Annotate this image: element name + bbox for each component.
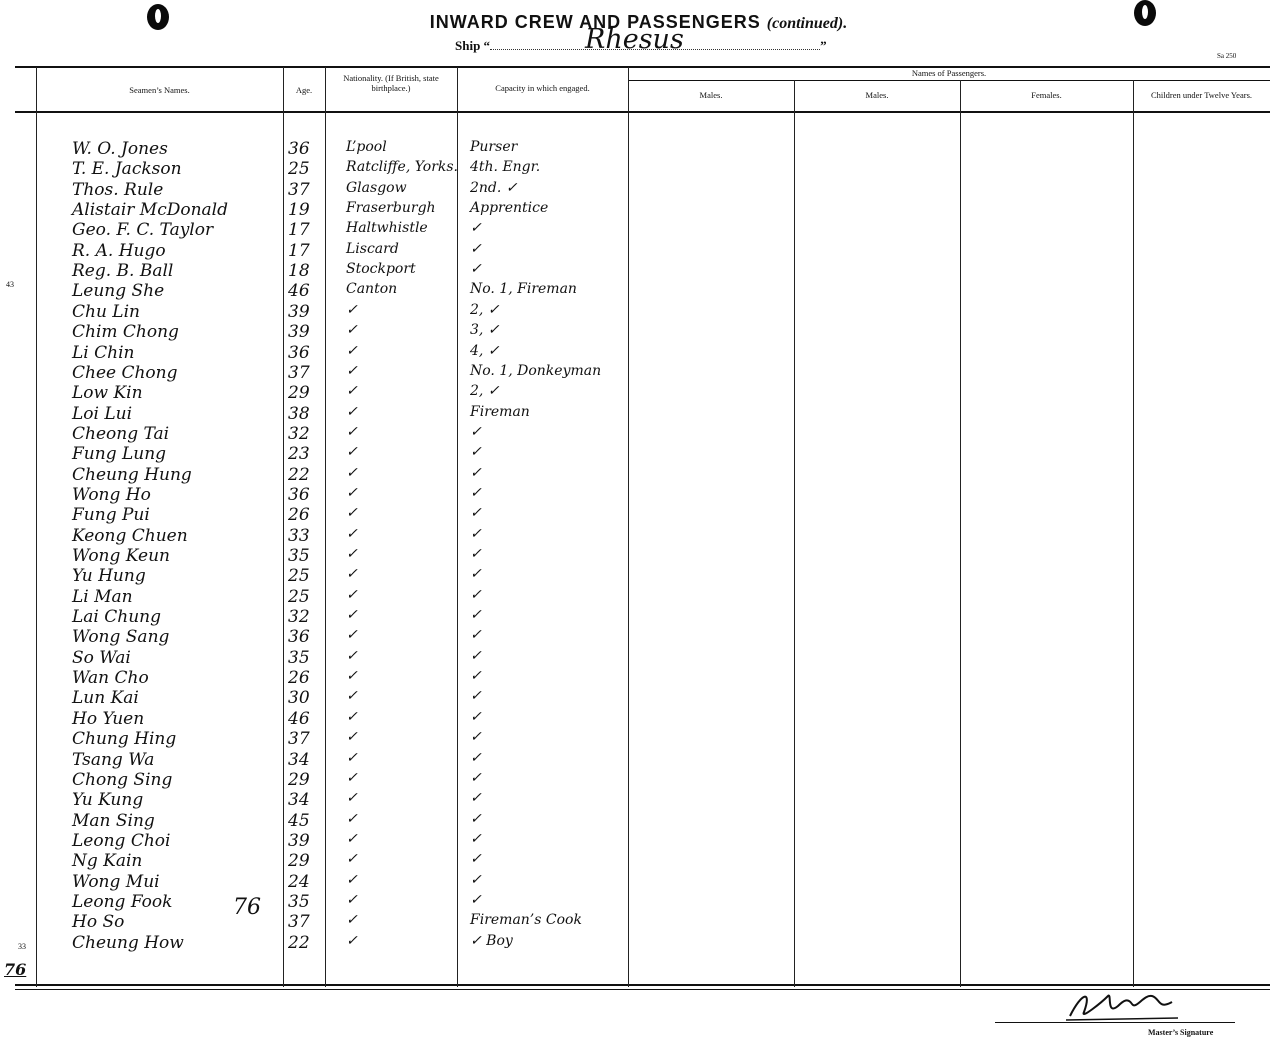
seaman-age: 30 bbox=[288, 688, 310, 709]
seaman-nationality: ✓ bbox=[346, 647, 358, 664]
seaman-capacity: ✓ bbox=[470, 546, 482, 562]
signature-label: Master’s Signature bbox=[1148, 1028, 1214, 1037]
seaman-nationality: ✓ bbox=[346, 851, 358, 868]
seaman-age: 36 bbox=[288, 342, 310, 363]
seaman-age: 39 bbox=[288, 322, 310, 343]
seaman-nationality: ✓ bbox=[346, 342, 358, 359]
seaman-nationality: ✓ bbox=[346, 484, 358, 501]
crew-total: 76 bbox=[4, 960, 27, 979]
seaman-nationality: ✓ bbox=[346, 525, 358, 542]
seaman-name: Lun Kai bbox=[72, 688, 139, 709]
seaman-nationality: ✓ bbox=[346, 708, 358, 725]
seaman-name: Low Kin bbox=[72, 383, 143, 404]
seaman-age: 46 bbox=[288, 281, 310, 302]
table-row bbox=[0, 139, 1277, 159]
seaman-capacity: Purser bbox=[470, 139, 518, 155]
seaman-name: So Wai bbox=[72, 647, 131, 668]
seaman-capacity: No. 1, Fireman bbox=[470, 281, 577, 298]
seaman-capacity: 4, ✓ bbox=[470, 342, 500, 359]
table-row bbox=[0, 831, 1277, 851]
seaman-age: 36 bbox=[288, 484, 310, 505]
table-row bbox=[0, 811, 1277, 831]
table-row bbox=[0, 465, 1277, 485]
seaman-age: 19 bbox=[288, 200, 310, 221]
seaman-nationality: ✓ bbox=[346, 627, 358, 644]
seaman-age: 46 bbox=[288, 708, 310, 729]
seaman-name: Lai Chung bbox=[72, 607, 162, 628]
table-row bbox=[0, 363, 1277, 383]
form-number: Sa 250 bbox=[1217, 52, 1237, 60]
title-suffix: (continued). bbox=[766, 15, 848, 32]
header-males-2: Males. bbox=[865, 90, 889, 100]
seaman-age: 37 bbox=[288, 729, 310, 750]
seaman-age: 36 bbox=[288, 139, 310, 159]
seaman-age: 29 bbox=[288, 383, 310, 404]
ship-close-quote: ” bbox=[820, 38, 827, 53]
table-row bbox=[0, 770, 1277, 790]
seaman-capacity: ✓ bbox=[470, 627, 482, 644]
table-row bbox=[0, 281, 1277, 301]
seaman-nationality: Haltwhistle bbox=[346, 220, 428, 237]
seaman-capacity: ✓ bbox=[470, 444, 482, 461]
seaman-nationality: ✓ bbox=[346, 566, 358, 583]
seaman-name: Chim Chong bbox=[72, 322, 179, 343]
seaman-nationality: Liscard bbox=[346, 240, 399, 257]
margin-note: 43 bbox=[6, 280, 14, 289]
seaman-age: 37 bbox=[288, 179, 310, 200]
table-row bbox=[0, 159, 1277, 179]
table-row bbox=[0, 790, 1277, 810]
seaman-name: Thos. Rule bbox=[72, 179, 164, 200]
table-row bbox=[0, 505, 1277, 525]
seaman-capacity: 3, ✓ bbox=[470, 322, 500, 339]
title-text: INWARD CREW AND PASSENGERS bbox=[429, 12, 761, 32]
ship-name: Rhesus bbox=[585, 24, 684, 55]
seaman-capacity: No. 1, Donkeyman bbox=[470, 362, 602, 379]
seaman-age: 39 bbox=[288, 830, 310, 851]
seaman-nationality: ✓ bbox=[346, 546, 358, 562]
seaman-age: 39 bbox=[288, 301, 310, 322]
seaman-capacity: 2nd. ✓ bbox=[470, 179, 518, 196]
seaman-age: 17 bbox=[288, 220, 310, 241]
table-row bbox=[0, 343, 1277, 363]
table-row bbox=[0, 892, 1277, 912]
seaman-capacity: ✓ bbox=[470, 566, 482, 583]
seaman-capacity: ✓ bbox=[470, 830, 482, 847]
seaman-age: 35 bbox=[288, 891, 310, 912]
table-row bbox=[0, 627, 1277, 647]
seaman-name: Keong Chuen bbox=[72, 525, 188, 546]
seaman-nationality: Canton bbox=[346, 281, 398, 298]
table-row bbox=[0, 322, 1277, 342]
seaman-capacity: Fireman’s Cook bbox=[470, 912, 582, 929]
seaman-nationality: Glasgow bbox=[346, 179, 407, 196]
seaman-capacity: ✓ bbox=[470, 464, 482, 481]
seaman-capacity: 2, ✓ bbox=[470, 383, 500, 400]
seaman-capacity: ✓ bbox=[470, 647, 482, 664]
seaman-age: 35 bbox=[288, 546, 310, 566]
table-row bbox=[0, 587, 1277, 607]
seaman-age: 36 bbox=[288, 627, 310, 648]
seaman-nationality: ✓ bbox=[346, 322, 358, 339]
seaman-capacity: Apprentice bbox=[470, 200, 549, 217]
seaman-nationality: Ratcliffe, Yorks. bbox=[346, 159, 458, 176]
seaman-capacity: ✓ bbox=[470, 769, 482, 786]
header-age: Age. bbox=[295, 85, 313, 95]
seaman-nationality: ✓ bbox=[346, 790, 358, 807]
seaman-name: Wong Keun bbox=[72, 546, 170, 566]
seaman-capacity: ✓ bbox=[470, 607, 482, 624]
table-row bbox=[0, 241, 1277, 261]
table-row bbox=[0, 200, 1277, 220]
seaman-age: 37 bbox=[288, 362, 310, 383]
table-row bbox=[0, 302, 1277, 322]
table-row bbox=[0, 933, 1277, 953]
seaman-nationality: ✓ bbox=[346, 729, 358, 746]
header-bottom-rule bbox=[15, 111, 1270, 113]
seaman-name: Cheung Hung bbox=[72, 464, 192, 485]
table-row bbox=[0, 404, 1277, 424]
seaman-nationality: ✓ bbox=[346, 586, 358, 603]
table-row bbox=[0, 526, 1277, 546]
seaman-age: 26 bbox=[288, 668, 310, 689]
seaman-age: 17 bbox=[288, 240, 310, 261]
seaman-name: Yu Hung bbox=[72, 566, 146, 587]
table-row bbox=[0, 709, 1277, 729]
seaman-capacity: 4th. Engr. bbox=[470, 159, 541, 176]
seaman-nationality: L’pool bbox=[346, 139, 387, 155]
seaman-capacity: ✓ bbox=[470, 810, 482, 827]
passenger-subheader-rule bbox=[628, 80, 1270, 81]
seaman-age: 25 bbox=[288, 159, 310, 180]
seaman-age: 38 bbox=[288, 403, 310, 424]
seaman-age: 34 bbox=[288, 790, 310, 811]
table-row bbox=[0, 383, 1277, 403]
table-row bbox=[0, 444, 1277, 464]
table-row bbox=[0, 729, 1277, 749]
seaman-capacity: ✓ bbox=[470, 240, 482, 257]
seaman-nationality: ✓ bbox=[346, 688, 358, 705]
seaman-capacity: ✓ bbox=[470, 729, 482, 746]
seaman-capacity: ✓ bbox=[470, 790, 482, 807]
seaman-age: 18 bbox=[288, 261, 310, 282]
seaman-capacity: ✓ bbox=[470, 891, 482, 908]
table-row bbox=[0, 261, 1277, 281]
seaman-name: Yu Kung bbox=[72, 790, 144, 811]
seaman-capacity: Fireman bbox=[470, 403, 530, 420]
header-seamen-names: Seamen’s Names. bbox=[129, 85, 190, 95]
seaman-name: Li Man bbox=[72, 586, 133, 607]
table-row bbox=[0, 851, 1277, 871]
header-passengers-group: Names of Passengers. bbox=[911, 68, 987, 78]
signature-line bbox=[995, 1022, 1235, 1023]
seaman-name: Reg. B. Ball bbox=[72, 261, 174, 282]
seaman-name: Li Chin bbox=[72, 342, 135, 363]
seaman-capacity: ✓ bbox=[470, 220, 482, 237]
seaman-name: Wong Sang bbox=[72, 627, 170, 648]
header-males-1: Males. bbox=[699, 90, 723, 100]
table-row bbox=[0, 546, 1277, 566]
seaman-nationality: ✓ bbox=[346, 403, 358, 420]
seaman-name: Chong Sing bbox=[72, 769, 173, 790]
seaman-name: Fung Pui bbox=[72, 505, 150, 526]
seaman-nationality: ✓ bbox=[346, 810, 358, 827]
seaman-capacity: ✓ bbox=[470, 423, 482, 440]
seaman-name: Chung Hing bbox=[72, 729, 177, 750]
seaman-name: Chee Chong bbox=[72, 362, 178, 383]
seaman-capacity: 2, ✓ bbox=[470, 301, 500, 318]
seaman-nationality: ✓ bbox=[346, 423, 358, 440]
seaman-name: Tsang Wa bbox=[72, 749, 155, 770]
seaman-name: Leung She bbox=[72, 281, 165, 302]
seaman-name: Cheung How bbox=[72, 932, 184, 953]
seaman-name: Wong Ho bbox=[72, 484, 151, 505]
seaman-name: Alistair McDonald bbox=[72, 200, 229, 221]
seaman-age: 35 bbox=[288, 647, 310, 668]
seaman-nationality: ✓ bbox=[346, 830, 358, 847]
seaman-capacity: ✓ bbox=[470, 525, 482, 542]
seaman-nationality: Stockport bbox=[346, 261, 416, 278]
header-capacity: Capacity in which engaged. bbox=[495, 83, 590, 93]
seaman-age: 25 bbox=[288, 566, 310, 587]
seaman-capacity: ✓ Boy bbox=[470, 932, 513, 949]
seaman-name: T. E. Jackson bbox=[72, 159, 182, 180]
seaman-nationality: ✓ bbox=[346, 749, 358, 766]
seaman-name: Man Sing bbox=[72, 810, 155, 831]
table-row bbox=[0, 424, 1277, 444]
seaman-nationality: ✓ bbox=[346, 769, 358, 786]
seaman-capacity: ✓ bbox=[470, 708, 482, 725]
margin-note: 33 bbox=[18, 942, 26, 951]
seaman-nationality: ✓ bbox=[346, 362, 358, 379]
seaman-name: Leong Choi bbox=[72, 830, 171, 851]
seaman-age: 32 bbox=[288, 423, 310, 444]
ship-label-text: Ship “ bbox=[455, 38, 491, 53]
seaman-age: 33 bbox=[288, 525, 310, 546]
header-nationality: Nationality. (If British, state birthplace.) bbox=[343, 73, 439, 93]
seaman-nationality: ✓ bbox=[346, 444, 358, 461]
seaman-nationality: ✓ bbox=[346, 464, 358, 481]
seaman-name: Fung Lung bbox=[72, 444, 167, 465]
table-row bbox=[0, 912, 1277, 932]
seaman-capacity: ✓ bbox=[470, 586, 482, 603]
seaman-capacity: ✓ bbox=[470, 261, 482, 278]
seaman-name: Cheong Tai bbox=[72, 423, 170, 444]
seaman-name: Geo. F. C. Taylor bbox=[72, 220, 214, 241]
table-row bbox=[0, 485, 1277, 505]
seaman-name: Ng Kain bbox=[72, 851, 143, 872]
table-row bbox=[0, 750, 1277, 770]
table-row bbox=[0, 872, 1277, 892]
seaman-age: 45 bbox=[288, 810, 310, 831]
seaman-name: Wan Cho bbox=[72, 668, 149, 689]
seaman-age: 22 bbox=[288, 464, 310, 485]
seaman-capacity: ✓ bbox=[470, 505, 482, 522]
header-females: Females. bbox=[1031, 90, 1062, 100]
seaman-nationality: ✓ bbox=[346, 891, 358, 908]
seaman-age: 24 bbox=[288, 871, 310, 892]
seaman-name: Wong Mui bbox=[72, 871, 160, 892]
table-row bbox=[0, 180, 1277, 200]
table-row bbox=[0, 220, 1277, 240]
seaman-capacity: ✓ bbox=[470, 851, 482, 868]
seaman-age: 29 bbox=[288, 769, 310, 790]
seaman-nationality: ✓ bbox=[346, 383, 358, 400]
seaman-name: Loi Lui bbox=[72, 403, 133, 424]
seaman-capacity: ✓ bbox=[470, 484, 482, 501]
seaman-age: 26 bbox=[288, 505, 310, 526]
seaman-nationality: ✓ bbox=[346, 607, 358, 624]
seaman-age: 37 bbox=[288, 912, 310, 933]
master-signature-image bbox=[1062, 982, 1182, 1024]
table-row bbox=[0, 648, 1277, 668]
seaman-age: 32 bbox=[288, 607, 310, 628]
header-children: Children under Twelve Years. bbox=[1151, 90, 1252, 100]
seaman-name: Leong Fook bbox=[72, 891, 173, 912]
seaman-name: W. O. Jones bbox=[72, 139, 168, 159]
seaman-nationality: Fraserburgh bbox=[346, 200, 436, 217]
seaman-nationality: ✓ bbox=[346, 301, 358, 318]
table-row bbox=[0, 607, 1277, 627]
seaman-nationality: ✓ bbox=[346, 668, 358, 685]
seaman-age: 25 bbox=[288, 586, 310, 607]
seaman-nationality: ✓ bbox=[346, 912, 358, 929]
seaman-age: 23 bbox=[288, 444, 310, 465]
table-row bbox=[0, 688, 1277, 708]
seaman-age: 29 bbox=[288, 851, 310, 872]
table-row bbox=[0, 566, 1277, 586]
seaman-age: 22 bbox=[288, 932, 310, 953]
seaman-nationality: ✓ bbox=[346, 505, 358, 522]
seaman-name: Chu Lin bbox=[72, 301, 140, 322]
seaman-age: 34 bbox=[288, 749, 310, 770]
seaman-capacity: ✓ bbox=[470, 749, 482, 766]
seaman-capacity: ✓ bbox=[470, 688, 482, 705]
seaman-name: R. A. Hugo bbox=[72, 240, 166, 261]
seaman-name: Ho Yuen bbox=[72, 708, 145, 729]
seaman-name: Ho So bbox=[72, 912, 125, 933]
seaman-nationality: ✓ bbox=[346, 871, 358, 888]
table-row bbox=[0, 668, 1277, 688]
bracket-note: 76 bbox=[233, 895, 261, 920]
seaman-capacity: ✓ bbox=[470, 668, 482, 685]
seaman-capacity: ✓ bbox=[470, 871, 482, 888]
seaman-nationality: ✓ bbox=[346, 932, 358, 949]
